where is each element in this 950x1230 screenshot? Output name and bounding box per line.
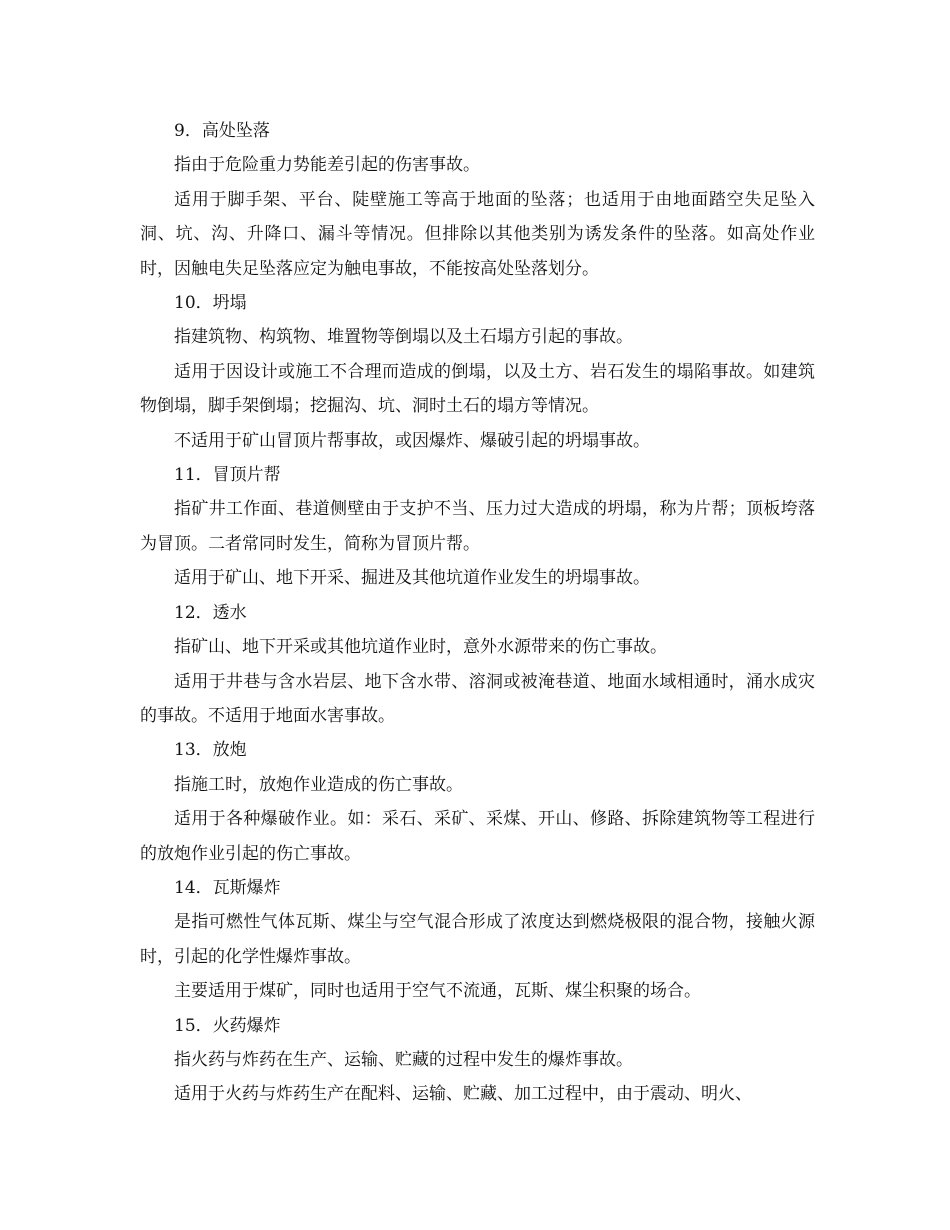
- paragraph: 适用于火药与炸药生产在配料、运输、贮藏、加工过程中，由于震动、明火、: [174, 1084, 752, 1105]
- section-heading: 13．放炮: [174, 740, 247, 761]
- paragraph: 指矿山、地下开采或其他坑道作业时，意外水源带来的伤亡事故。: [174, 637, 667, 658]
- paragraph: 不适用于矿山冒顶片帮事故，或因爆炸、爆破引起的坍塌事故。: [174, 430, 650, 451]
- paragraph: 适用于各种爆破作业。如：采石、采矿、采煤、开山、修路、拆除建筑物等工程进行的放炮作业引起的伤亡事故。: [140, 809, 815, 864]
- paragraph: 适用于矿山、地下开采、掘进及其他坑道作业发生的坍塌事故。: [174, 568, 650, 589]
- paragraph: 指建筑物、构筑物、堆置物等倒塌以及土石塌方引起的事故。: [174, 327, 633, 348]
- paragraph: 是指可燃性气体瓦斯、煤尘与空气混合形成了浓度达到燃烧极限的混合物，接触火源时，引起的化学性爆炸事故。: [140, 912, 815, 967]
- section-heading: 9．高处坠落: [174, 121, 270, 141]
- section-heading: 12．透水: [174, 602, 247, 623]
- document-body: [140, 114, 815, 1112]
- paragraph: 指火药与炸药在生产、运输、贮藏的过程中发生的爆炸事故。: [174, 1049, 633, 1070]
- section-heading: 14．瓦斯爆炸: [174, 877, 281, 898]
- paragraph: 适用于因设计或施工不合理而造成的倒塌，以及土方、岩石发生的塌陷事故。如建筑物倒塌，脚手架倒塌；挖掘沟、坑、洞时土石的塌方等情况。: [140, 361, 815, 417]
- section-heading: 15．火药爆炸: [174, 1015, 281, 1036]
- paragraph: 适用于井巷与含水岩层、地下含水带、溶洞或被淹巷道、地面水域相通时，涌水成灾的事故。不适用于地面水害事故。: [140, 671, 815, 726]
- paragraph: 适用于脚手架、平台、陡壁施工等高于地面的坠落；也适用于由地面踏空失足坠入洞、坑、沟、升降口、漏斗等情况。但排除以其他类别为诱发条件的坠落。如高处作业时，因触电失足坠落应定为触电事故，不能按高处坠落划分。: [140, 189, 815, 279]
- paragraph: 指施工时，放炮作业造成的伤亡事故。: [174, 774, 463, 795]
- paragraph: 指矿井工作面、巷道侧壁由于支护不当、压力过大造成的坍塌，称为片帮；顶板垮落为冒顶。二者常同时发生，简称为冒顶片帮。: [140, 499, 815, 554]
- paragraph: 指由于危险重力势能差引起的伤害事故。: [174, 155, 480, 176]
- section-heading: 11．冒顶片帮: [174, 465, 281, 486]
- paragraph: 主要适用于煤矿，同时也适用于空气不流通，瓦斯、煤尘积聚的场合。: [174, 981, 701, 1002]
- section-heading: 10．坍塌: [174, 293, 247, 314]
